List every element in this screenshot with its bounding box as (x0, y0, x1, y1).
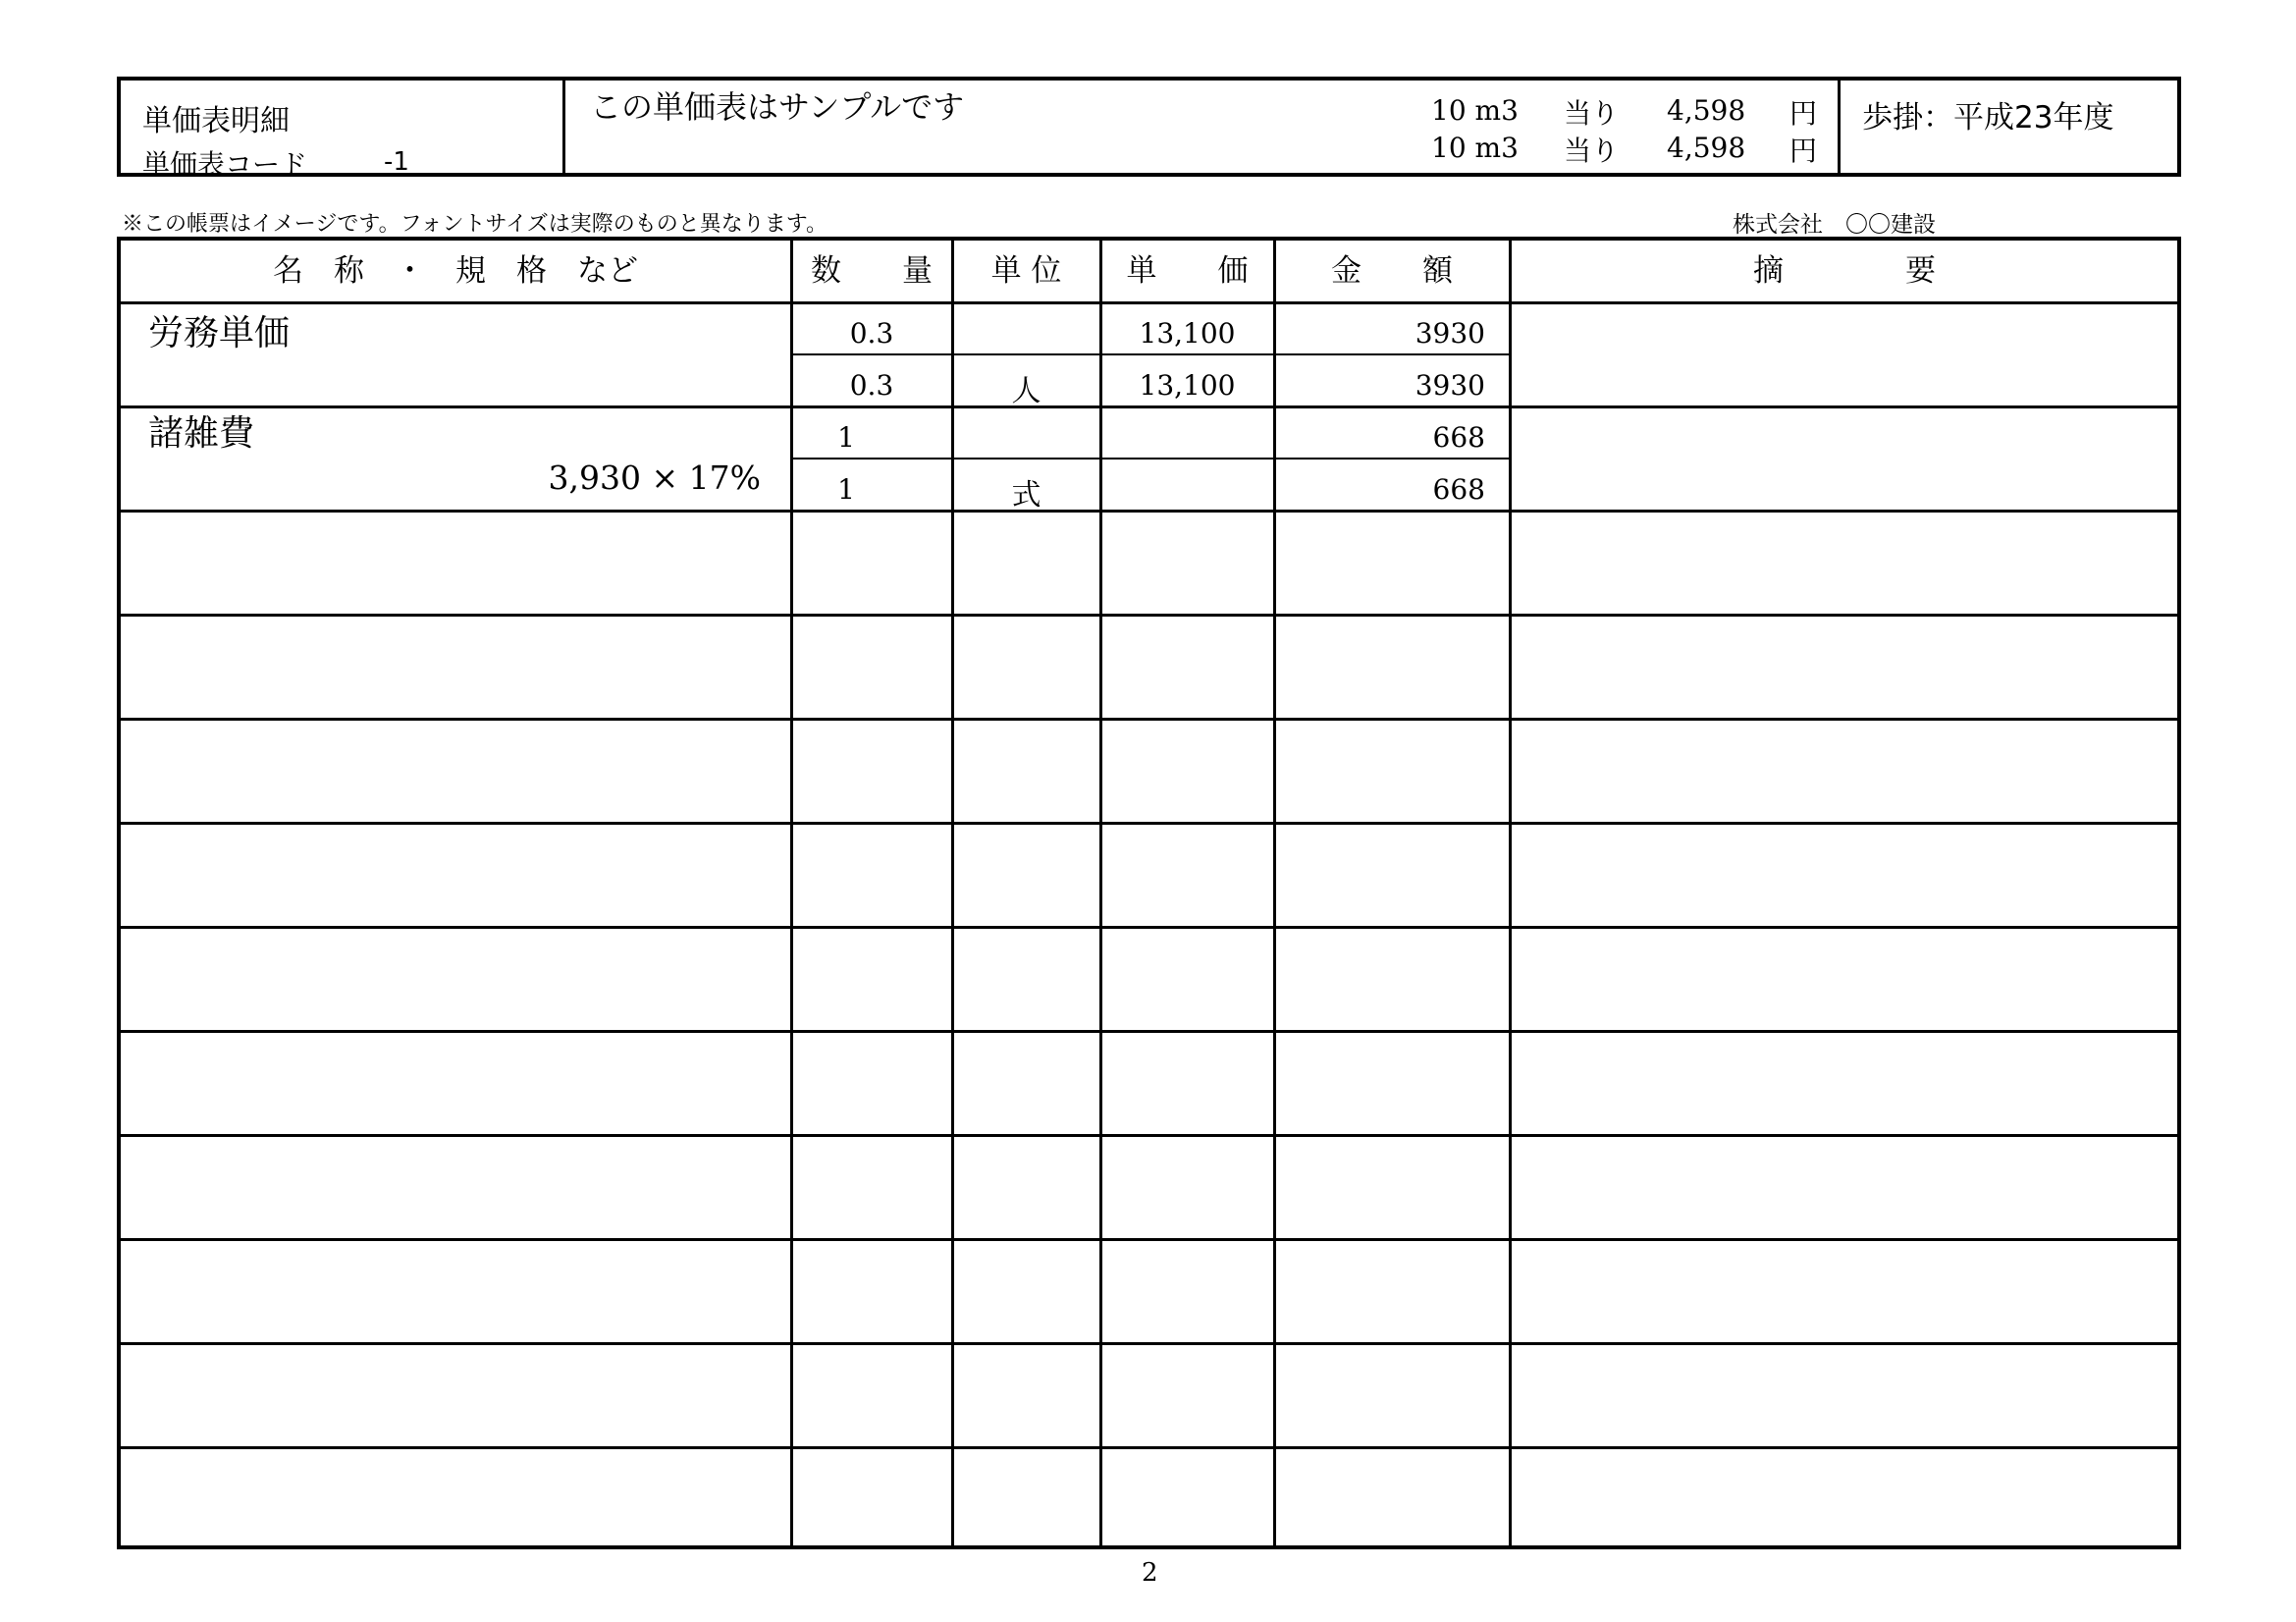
row-line (121, 1446, 2177, 1449)
quantity-line-2-unit: 円 (1789, 135, 1818, 167)
quantity-line-1-qty: 10 m3 (1431, 94, 1519, 127)
item-2-line-2-unit: 式 (1011, 478, 1041, 513)
quantity-line-2-qty: 10 m3 (1431, 132, 1519, 164)
col-header-remarks: 摘 要 (1753, 253, 1936, 289)
item-1-line-2-amount: 3930 (1415, 369, 1485, 402)
col-divider-5 (1509, 241, 1512, 1545)
header-divider-1 (562, 81, 565, 173)
item-1-line-2-price: 13,100 (1139, 369, 1236, 402)
col-header-name: 名 称 ・ 規 格 など (273, 253, 638, 289)
col-divider-2 (951, 241, 954, 1545)
row-line (121, 926, 2177, 929)
item-2-line-2-amount: 668 (1432, 473, 1485, 506)
row-line (121, 718, 2177, 721)
quantity-line-2-per: 当り (1564, 135, 1620, 167)
company-name: 株式会社 〇〇建設 (1733, 212, 1936, 238)
row-line (121, 301, 2177, 304)
item-1-line-1-amount: 3930 (1415, 317, 1485, 350)
header-box (117, 77, 2181, 181)
row-line (121, 406, 2177, 408)
header-sample-text: この単価表はサンプルです (590, 88, 965, 126)
row-line (121, 1030, 2177, 1033)
page-number: 2 (1142, 1558, 1158, 1588)
sub-row-line (792, 353, 1509, 355)
item-1-line-1-price: 13,100 (1139, 317, 1236, 350)
item-1-line-1-qty: 0.3 (849, 317, 894, 350)
row-line (121, 822, 2177, 825)
row-line (121, 510, 2177, 513)
col-header-amount: 金 額 (1331, 253, 1453, 289)
item-1-name: 労務単価 (148, 313, 291, 353)
note-text: ※この帳票はイメージです。フォントサイズは実際のものと異なります。 (122, 212, 828, 237)
col-divider-3 (1099, 241, 1102, 1545)
item-2-line-1-qty: 1 (837, 421, 855, 454)
item-2-line-1-amount: 668 (1432, 421, 1485, 454)
col-header-unit-price: 単 価 (1126, 253, 1249, 289)
unit-price-table (117, 237, 2181, 1549)
item-1-line-2-qty: 0.3 (849, 369, 894, 402)
col-header-quantity: 数 量 (811, 253, 933, 289)
row-line (121, 1134, 2177, 1137)
header-code-label: 単価表コード (142, 148, 308, 181)
item-2-line-2-qty: 1 (837, 473, 855, 506)
sub-row-line (792, 458, 1509, 460)
header-reference: 歩掛：平成23年度 (1862, 100, 2114, 135)
row-line (121, 614, 2177, 617)
quantity-line-1-unit: 円 (1789, 97, 1818, 130)
row-line (121, 1238, 2177, 1241)
item-1-line-2-unit: 人 (1011, 374, 1041, 408)
row-line (121, 1342, 2177, 1345)
quantity-line-1-per: 当り (1564, 97, 1620, 130)
item-2-formula: 3,930 × 17% (548, 459, 761, 497)
col-header-unit: 単 位 (990, 253, 1062, 289)
header-divider-2 (1838, 81, 1841, 173)
header-title: 単価表明細 (142, 104, 290, 138)
item-2-name: 諸雑費 (148, 413, 255, 454)
quantity-line-2-amount: 4,598 (1667, 132, 1746, 164)
header-code-value: -1 (384, 147, 409, 177)
quantity-line-1-amount: 4,598 (1667, 94, 1746, 127)
